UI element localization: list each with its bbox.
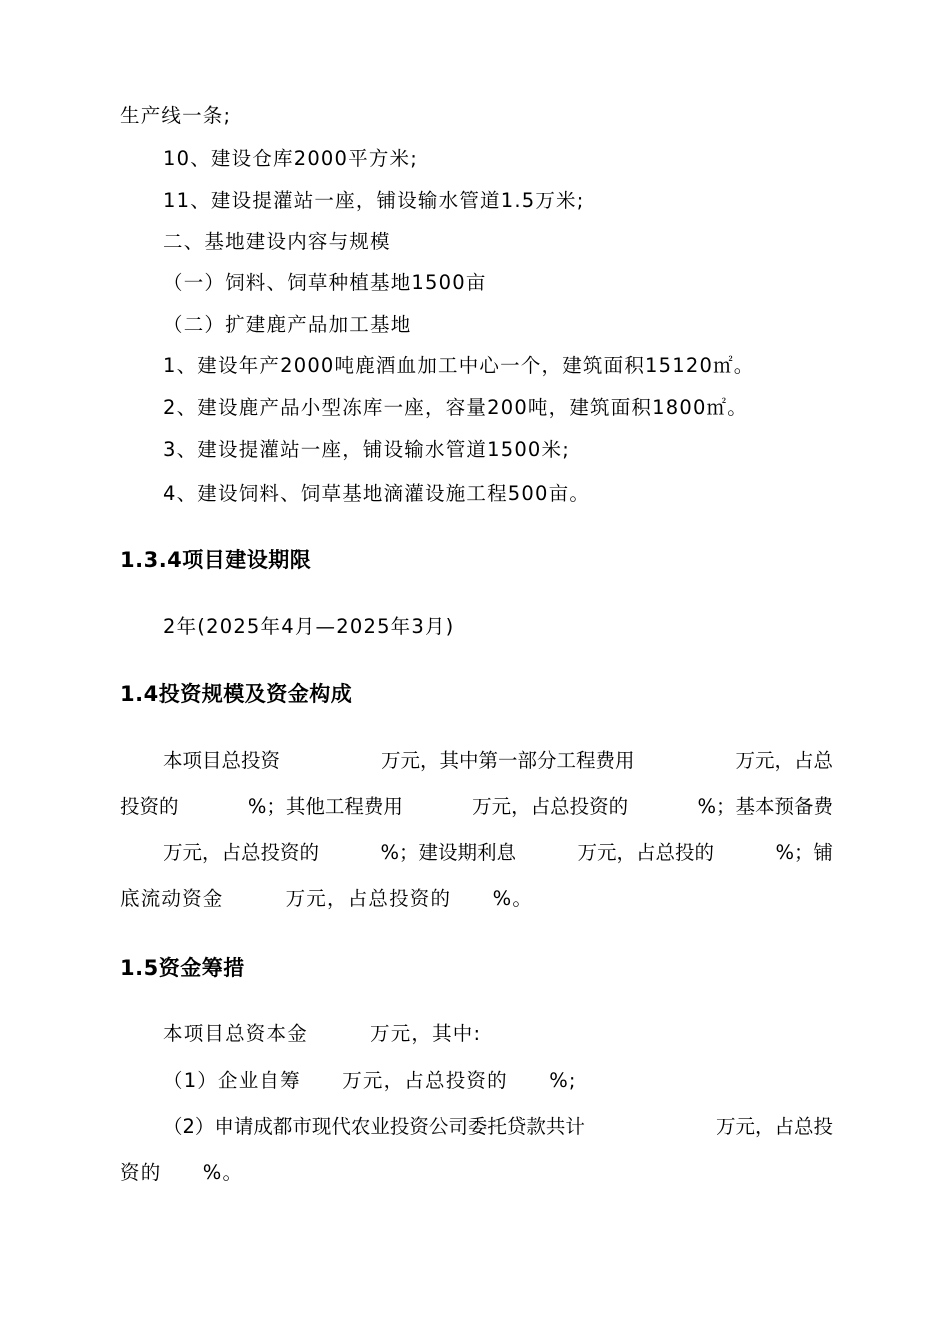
justified-line: [120, 794, 833, 820]
justified-line: [120, 840, 833, 866]
text-line: 资的 %。: [120, 1161, 244, 1184]
text-line: 生产线一条;: [120, 104, 232, 127]
text-segment: 投资的: [120, 795, 179, 818]
text-segment: 万元，占总投资的: [163, 841, 320, 864]
text-line: 10、建设仓库2000平方米;: [163, 147, 419, 170]
text-segment: %；其他工程费用: [247, 795, 403, 818]
text-line: 1、建设年产2000吨鹿酒血加工中心一个，建筑面积15120㎡。: [163, 354, 755, 377]
text-line: 11、建设提灌站一座，铺设输水管道1.5万米;: [163, 189, 585, 212]
text-segment: 万元，占总投资的: [472, 795, 629, 818]
text-line: （1）企业自筹 万元，占总投资的 %;: [163, 1069, 577, 1092]
text-line: 二、基地建设内容与规模: [163, 230, 391, 253]
justified-line: [120, 748, 833, 774]
text-segment: %；基本预备费: [697, 795, 833, 818]
text-segment: 本项目总投资: [163, 749, 281, 772]
text-line: 3、建设提灌站一座，铺设输水管道1500米;: [163, 438, 571, 461]
section-heading: 1.3.4项目建设期限: [120, 548, 312, 572]
text-segment: 万元，占总: [735, 749, 833, 772]
text-line: 4、建设饲料、饲草基地滴灌设施工程500亩。: [163, 482, 591, 505]
text-line: 底流动资金 万元，占总投资的 %。: [120, 887, 534, 910]
text-line: （一）饲料、饲草种植基地1500亩: [163, 271, 487, 294]
text-segment: （2）申请成都市现代农业投资公司委托贷款共计: [163, 1115, 585, 1138]
body-text: 2年(2025年4月—2025年3月): [163, 615, 455, 638]
text-line: （二）扩建鹿产品加工基地: [163, 313, 412, 336]
text-segment: 万元，占总投: [715, 1115, 833, 1138]
text-segment: 万元，其中第一部分工程费用: [380, 749, 635, 772]
section-heading: 1.4投资规模及资金构成: [120, 682, 353, 706]
text-line: 2、建设鹿产品小型冻库一座，容量200吨，建筑面积1800㎡。: [163, 396, 748, 419]
text-line: 本项目总资本金 万元，其中:: [163, 1022, 482, 1045]
section-heading: 1.5资金筹措: [120, 956, 245, 980]
text-segment: %；铺: [775, 841, 833, 864]
justified-line: [120, 1114, 833, 1140]
text-segment: %；建设期利息: [380, 841, 517, 864]
text-segment: 万元，占总投的: [577, 841, 714, 864]
